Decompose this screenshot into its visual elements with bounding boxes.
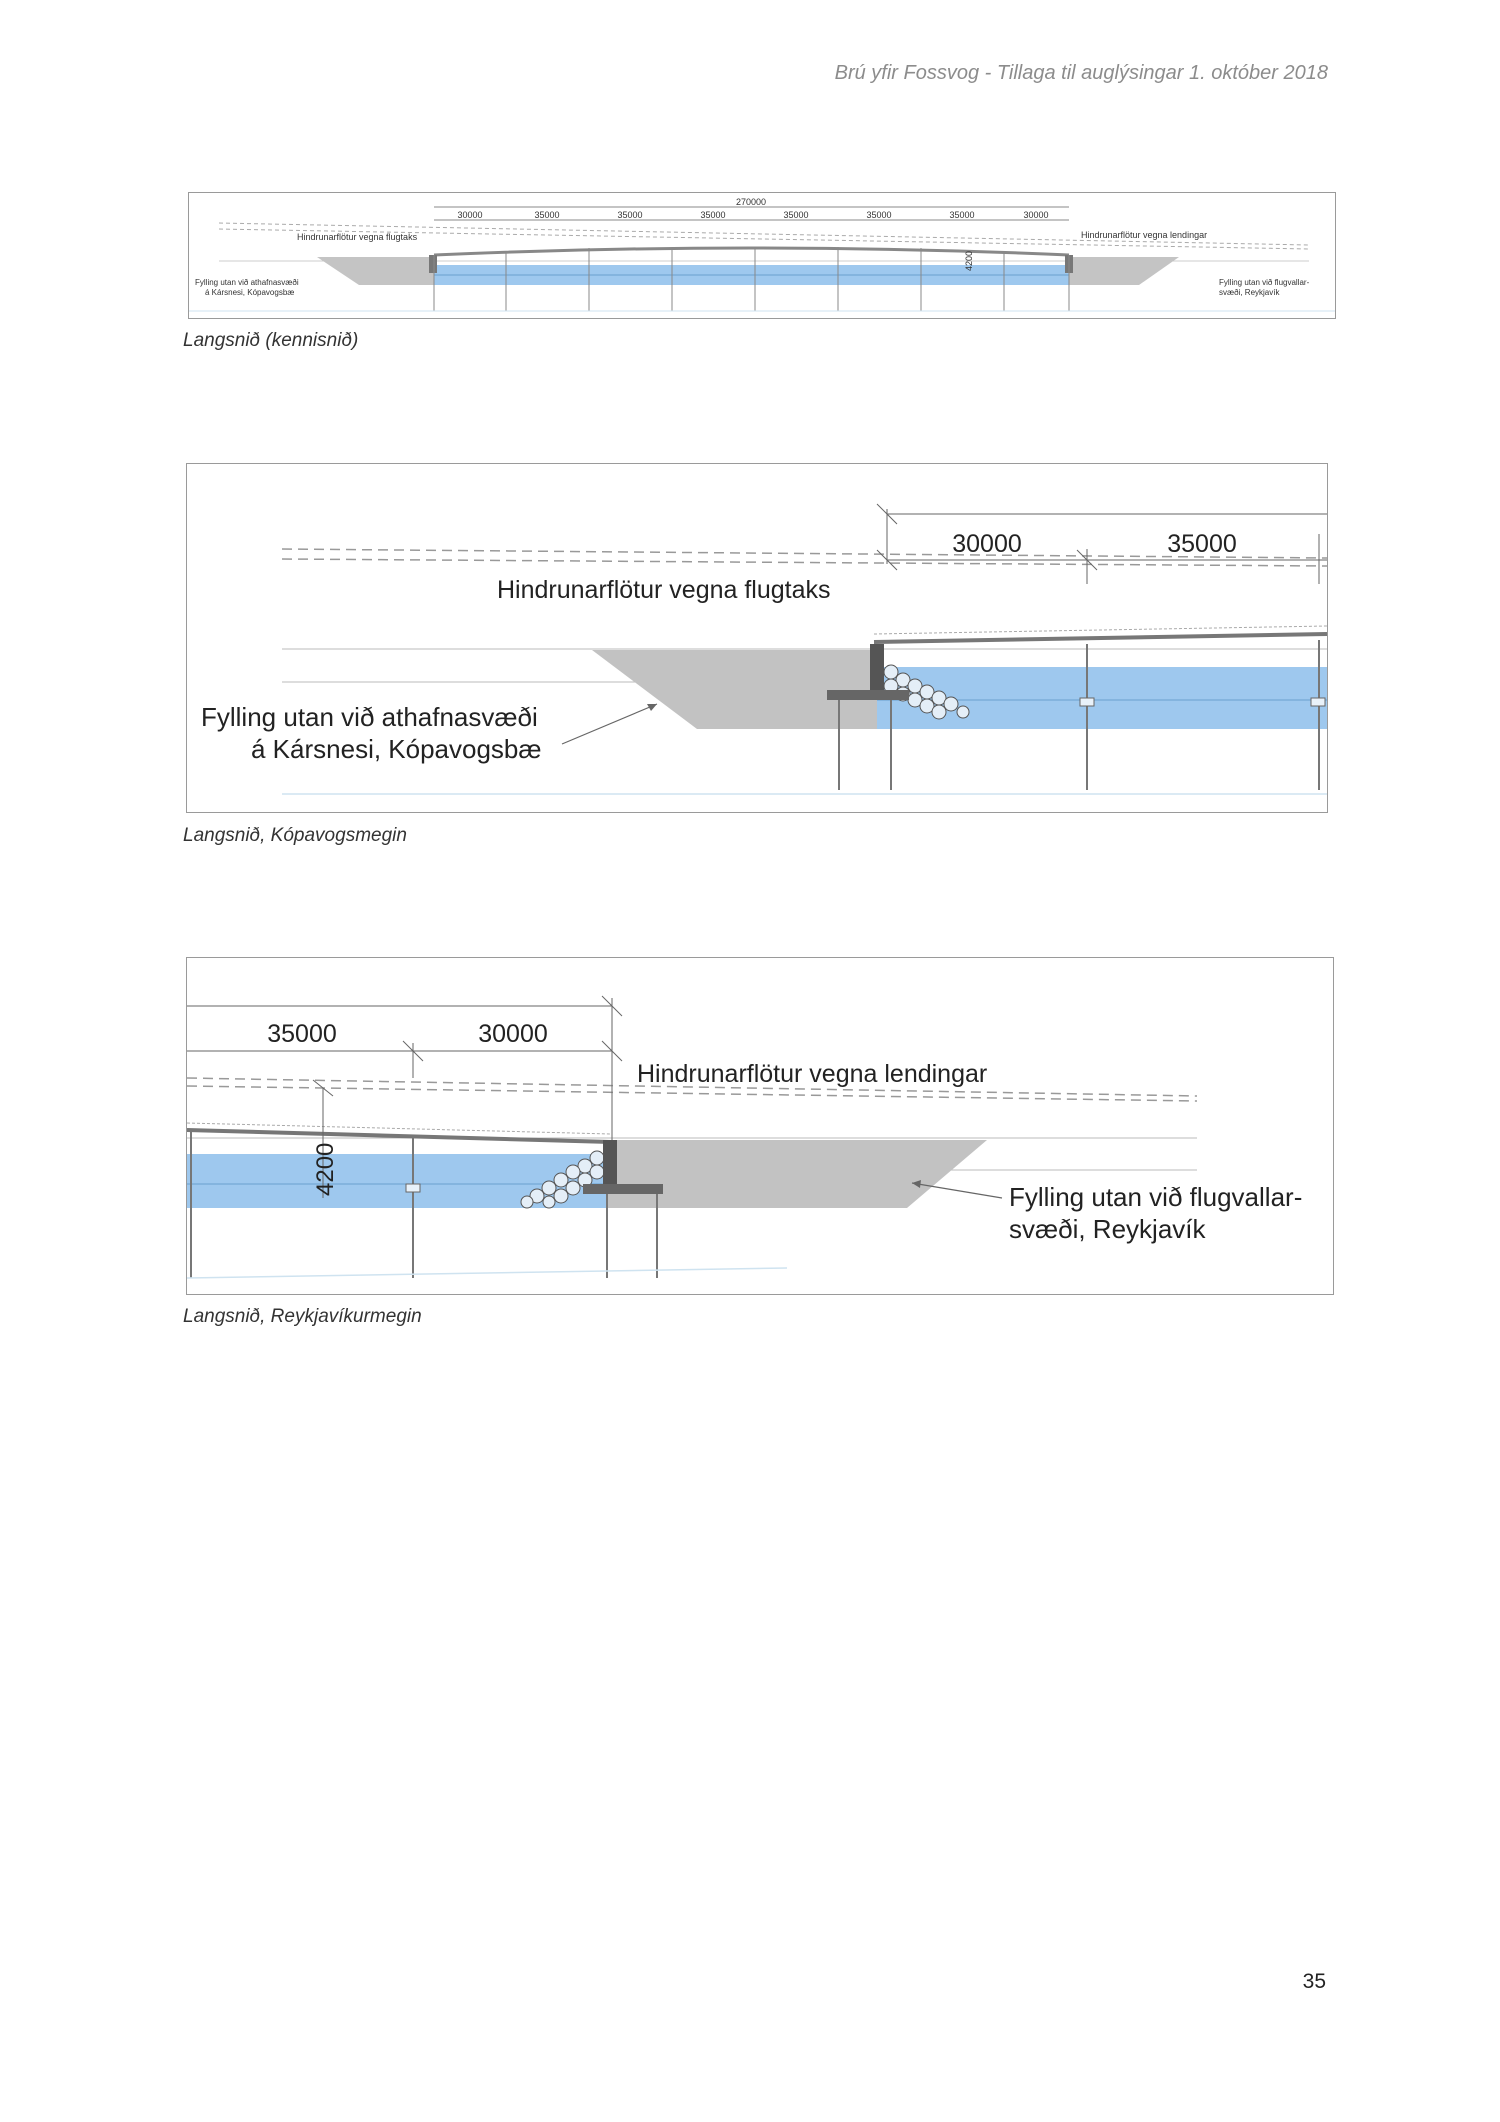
dim-span-2: 35000 — [534, 210, 560, 220]
dim-span-35000: 35000 — [267, 1020, 337, 1048]
abutment-footing — [583, 1184, 663, 1194]
label-left-fill-1: Fylling utan við athafnasvæði — [195, 278, 299, 287]
label-fill-1: Fylling utan við flugvallar- — [1009, 1182, 1303, 1212]
label-right-fill-1: Fylling utan við flugvallar- — [1219, 278, 1310, 287]
right-fill-shape — [1069, 257, 1179, 285]
figure-reykjavik-section — [186, 957, 1334, 1295]
dim-span-35000: 35000 — [1167, 530, 1237, 558]
left-fill-shape — [317, 257, 434, 285]
dim-clearance: 4200 — [964, 250, 974, 271]
figure-1-caption: Langsnið (kennisnið) — [183, 330, 359, 351]
overall-section-drawing — [189, 193, 1335, 318]
label-obstacle-landing: Hindrunarflötur vegna lendingar — [1081, 230, 1208, 240]
dim-span-30000: 30000 — [478, 1020, 548, 1048]
figure-2-caption: Langsnið, Kópavogsmegin — [183, 825, 407, 846]
label-fill-2: svæði, Reykjavík — [1009, 1214, 1206, 1244]
dim-clearance: 4200 — [312, 1142, 339, 1196]
dim-span-5: 35000 — [783, 210, 809, 220]
page-number: 35 — [1302, 1970, 1326, 1993]
label-obstacle-takeoff: Hindrunarflötur vegna flugtaks — [297, 232, 418, 242]
reykjavik-section-drawing — [187, 958, 1333, 1294]
figure-overall-section — [188, 192, 1336, 319]
dim-span-7: 35000 — [949, 210, 975, 220]
bridge-deck — [187, 1130, 611, 1142]
dim-span-8: 30000 — [1023, 210, 1049, 220]
dim-span-6: 35000 — [866, 210, 892, 220]
dim-span-3: 35000 — [617, 210, 643, 220]
fill-reykjavik — [607, 1140, 987, 1208]
label-fill-2: á Kársnesi, Kópavogsbæ — [251, 734, 542, 764]
dim-span-4: 35000 — [700, 210, 726, 220]
label-right-fill-2: svæði, Reykjavík — [1219, 288, 1280, 297]
label-obstacle-takeoff: Hindrunarflötur vegna flugtaks — [497, 576, 831, 604]
label-left-fill-2: á Kársnesi, Kópavogsbæ — [205, 288, 295, 297]
running-header: Brú yfir Fossvog - Tillaga til auglýsingar 1. október 2018 — [834, 62, 1328, 84]
bridge-deck — [874, 634, 1327, 642]
figure-kopavogur-section — [186, 463, 1328, 813]
dim-span-1: 30000 — [457, 210, 483, 220]
kopavogur-section-drawing — [187, 464, 1327, 812]
dim-span-30000: 30000 — [952, 530, 1022, 558]
fill-kopavogur — [592, 650, 877, 729]
figure-3-caption: Langsnið, Reykjavíkurmegin — [183, 1306, 422, 1327]
abutment-footing — [827, 690, 909, 700]
label-obstacle-landing: Hindrunarflötur vegna lendingar — [637, 1060, 988, 1088]
abutment — [603, 1140, 617, 1184]
abutment — [870, 644, 884, 690]
label-fill-1: Fylling utan við athafnasvæði — [201, 702, 538, 732]
dim-total-span: 270000 — [735, 197, 767, 207]
